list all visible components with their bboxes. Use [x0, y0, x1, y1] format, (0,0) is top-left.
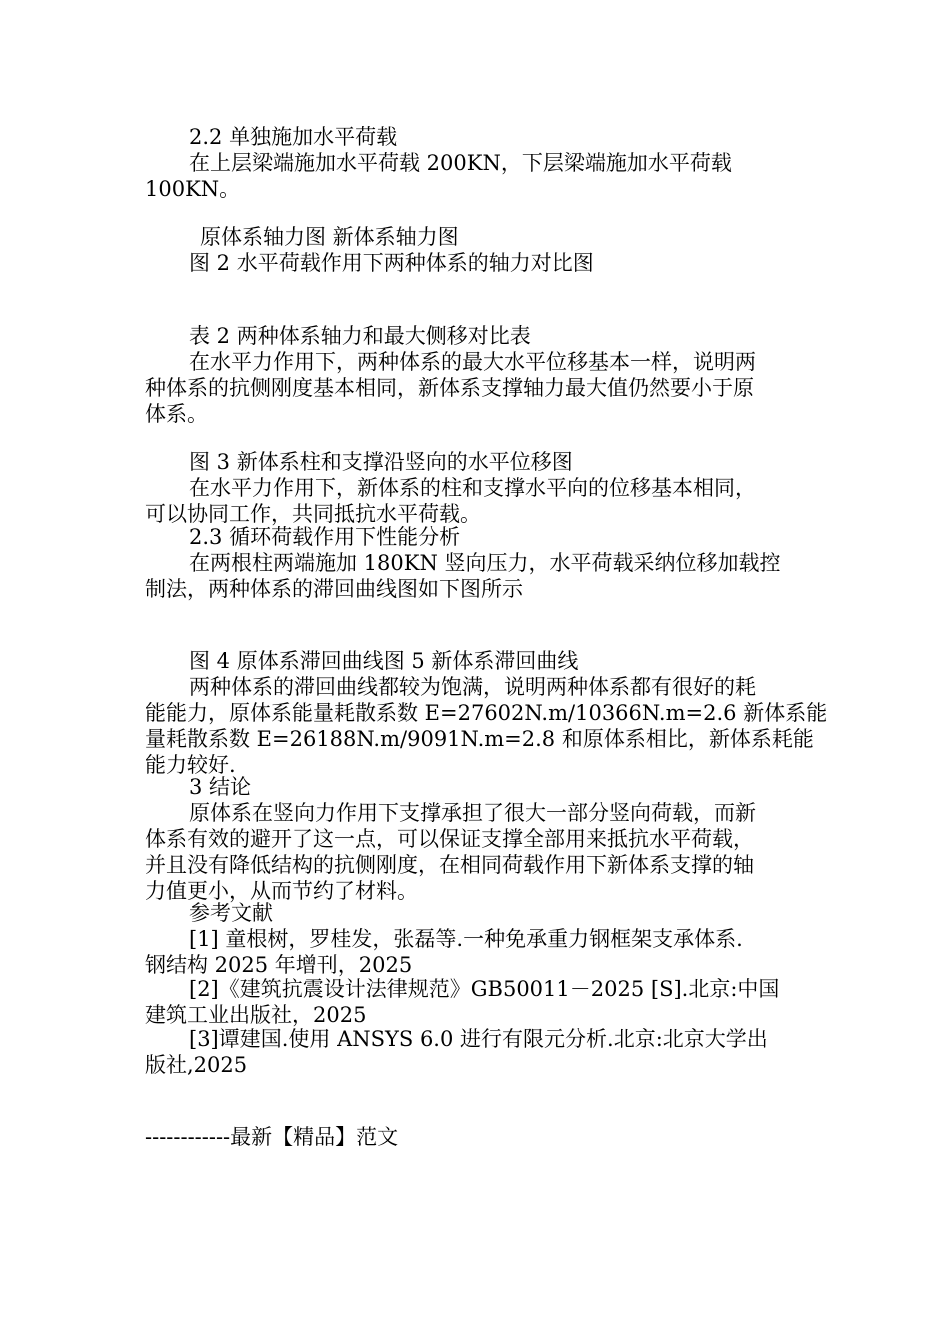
reference-1-line: [1] 童根树，罗桂发，张磊等.一种免承重力钢框架支承体系.	[189, 927, 743, 951]
table-2-caption: 表 2 两种体系轴力和最大侧移对比表	[189, 324, 531, 348]
reference-2-line: [2]《建筑抗震设计法律规范》GB50011－2025 [S].北京:中国	[189, 977, 780, 1001]
figure-4-5-paragraph-line: 能力较好.	[145, 753, 236, 777]
table-2-paragraph-line: 种体系的抗侧刚度基本相同，新体系支撑轴力最大值仍然要小于原	[145, 376, 754, 400]
table-2-paragraph-line: 体系。	[145, 402, 208, 426]
section-3-heading: 3 结论	[189, 775, 252, 799]
reference-3-line: 版社,2025	[145, 1053, 248, 1077]
section-2-3-heading: 2.3 循环荷载作用下性能分析	[189, 525, 461, 549]
figure-4-5-paragraph-line: 两种体系的滞回曲线都较为饱满，说明两种体系都有很好的耗	[189, 675, 756, 699]
figure-4-5-paragraph-line: 量耗散系数 E=26188N.m/9091N.m=2.8 和原体系相比，新体系耗能	[145, 727, 814, 751]
section-2-2-paragraph-line: 在上层梁端施加水平荷载 200KN，下层梁端施加水平荷载	[189, 151, 732, 175]
figure-3-paragraph-line: 在水平力作用下，新体系的柱和支撑水平向的位移基本相同，	[189, 476, 756, 500]
section-3-paragraph-line: 并且没有降低结构的抗侧刚度，在相同荷载作用下新体系支撑的轴	[145, 853, 754, 877]
section-2-2-paragraph-line: 100KN。	[145, 177, 241, 201]
references-heading: 参考文献	[189, 901, 273, 925]
footer-text: ------------最新【精品】范文	[145, 1125, 399, 1149]
section-2-3-paragraph-line: 在两根柱两端施加 180KN 竖向压力，水平荷载采纳位移加载控	[189, 551, 781, 575]
table-2-paragraph-line: 在水平力作用下，两种体系的最大水平位移基本一样，说明两	[189, 350, 756, 374]
figure-4-5-caption: 图 4 原体系滞回曲线图 5 新体系滞回曲线	[189, 649, 579, 673]
section-3-paragraph-line: 原体系在竖向力作用下支撑承担了很大一部分竖向荷载，而新	[189, 801, 756, 825]
figure-3-caption: 图 3 新体系柱和支撑沿竖向的水平位移图	[189, 450, 573, 474]
section-2-3-paragraph-line: 制法，两种体系的滞回曲线图如下图所示	[145, 577, 523, 601]
reference-3-line: [3]谭建国.使用 ANSYS 6.0 进行有限元分析.北京:北京大学出	[189, 1027, 768, 1051]
figure-4-5-paragraph-line: 能能力，原体系能量耗散系数 E=27602N.m/10366N.m=2.6 新体系能	[145, 701, 828, 725]
figure-3-paragraph-line: 可以协同工作，共同抵抗水平荷载。	[145, 502, 481, 526]
section-3-paragraph-line: 体系有效的避开了这一点，可以保证支撑全部用来抵抗水平荷载，	[145, 827, 754, 851]
reference-2-line: 建筑工业出版社，2025	[145, 1003, 367, 1027]
figure-2-caption: 图 2 水平荷载作用下两种体系的轴力对比图	[189, 251, 594, 275]
section-3-paragraph-line: 力值更小，从而节约了材料。	[145, 879, 418, 903]
reference-1-line: 钢结构 2025 年增刊，2025	[145, 953, 413, 977]
section-2-2-heading: 2.2 单独施加水平荷载	[189, 125, 398, 149]
figure-2-subcaptions: 原体系轴力图 新体系轴力图	[200, 225, 459, 249]
